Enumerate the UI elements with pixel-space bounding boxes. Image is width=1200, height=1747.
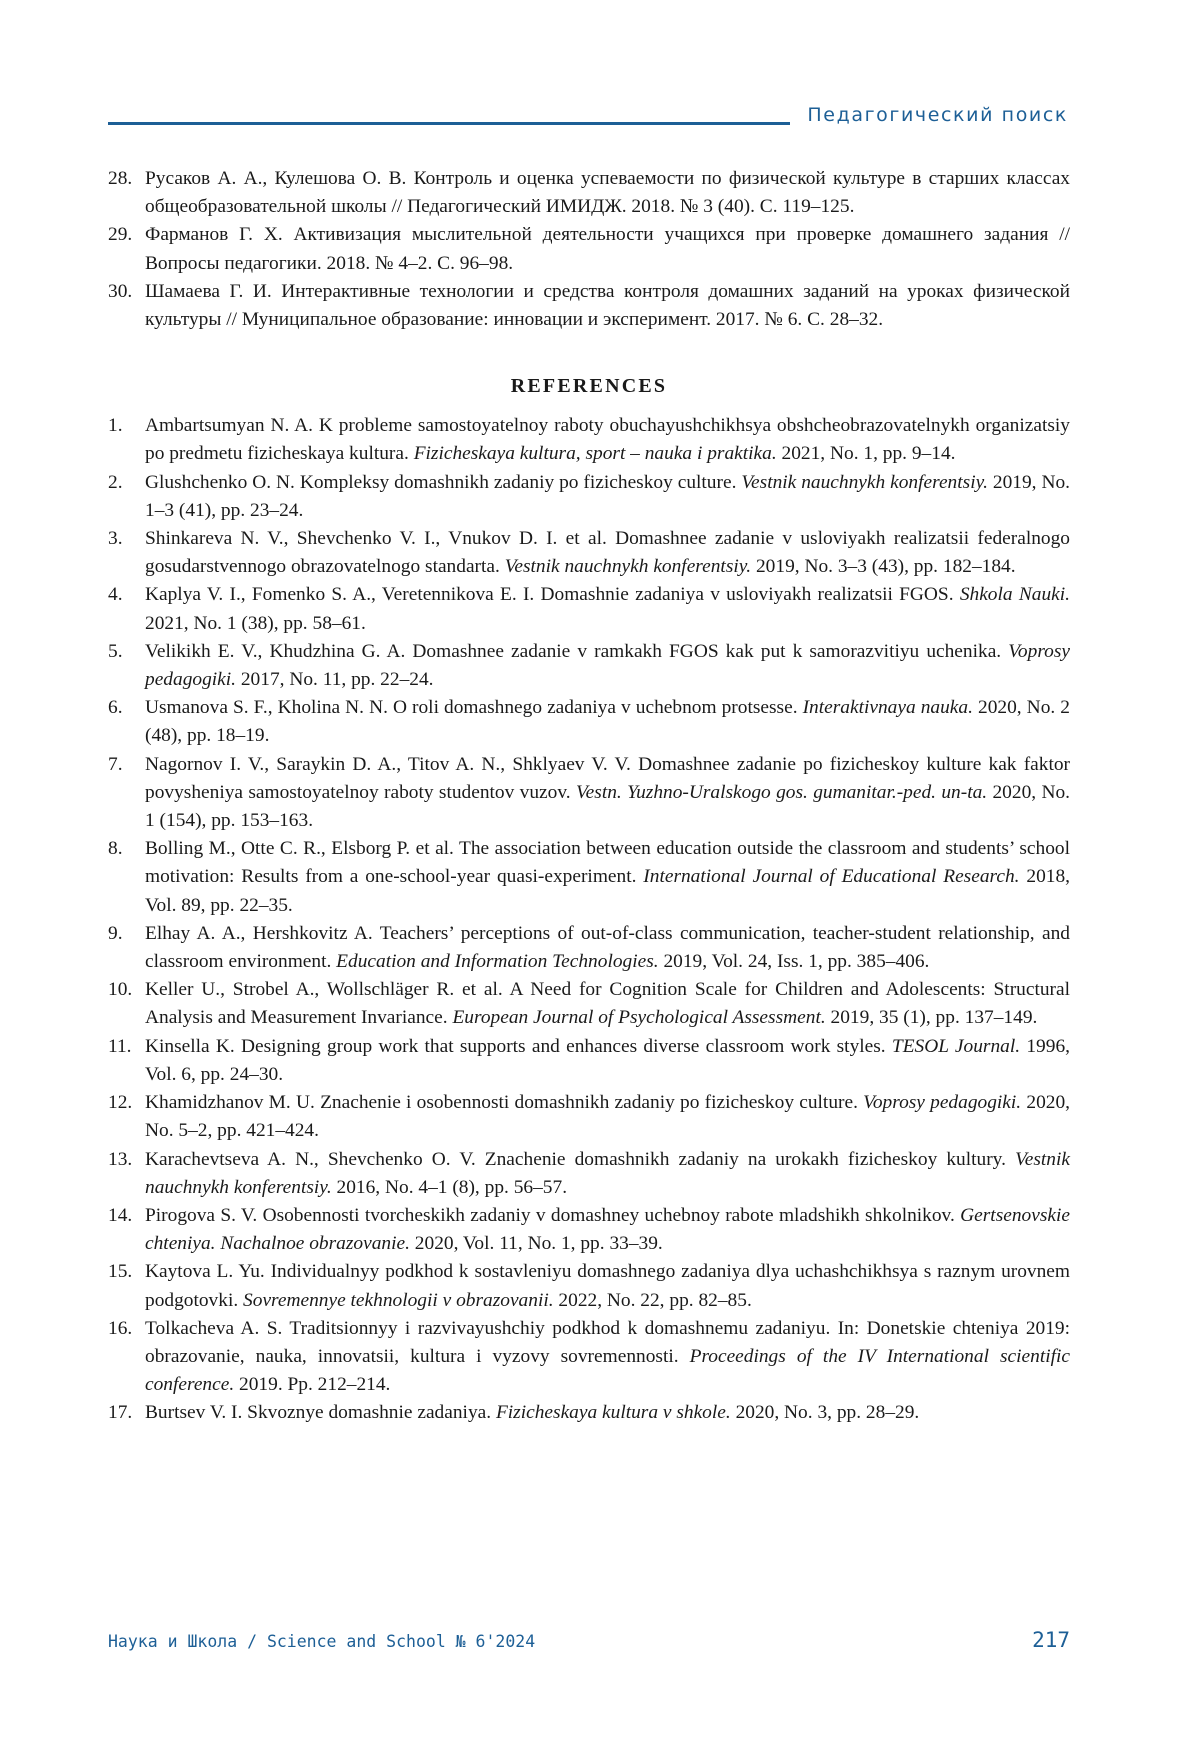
reference-text bbox=[145, 221, 1070, 277]
reference-number: 3. bbox=[108, 528, 123, 550]
page-footer bbox=[108, 1628, 1070, 1658]
reference-item bbox=[108, 165, 1070, 221]
reference-segment: Khamidzhanov M. U. Znachenie i osobennosti domashnikh zadaniy po fizicheskoy culture. bbox=[145, 1092, 864, 1114]
reference-text bbox=[145, 469, 1070, 525]
reference-segment: Elhay A. A., Hershkovitz A. Teachers’ perceptions of out-of-class communication, teacher-student relationship, and classroom environment. bbox=[145, 922, 1070, 973]
reference-number: 29. bbox=[108, 224, 133, 246]
reference-item bbox=[108, 835, 1070, 920]
reference-item bbox=[108, 1315, 1070, 1400]
reference-source-title: Vestnik nauchnykh konferentsiy. bbox=[145, 1148, 1070, 1198]
reference-item bbox=[108, 751, 1070, 836]
reference-source-title: Fizicheskaya kultura v shkole. bbox=[495, 1402, 731, 1424]
reference-segment: Velikikh E. V., Khudzhina G. A. Domashnee zadanie v ramkakh FGOS kak put k samorazvitiyu uchenika. bbox=[145, 640, 1009, 662]
reference-segment: 2019, 35 (1), pp. 137–149. bbox=[825, 1007, 1038, 1029]
reference-text bbox=[145, 412, 1070, 468]
reference-text bbox=[145, 1202, 1070, 1258]
reference-text bbox=[145, 278, 1070, 334]
reference-source-title: European Journal of Psychological Assessment. bbox=[452, 1007, 826, 1029]
reference-text bbox=[145, 638, 1070, 694]
reference-segment: Usmanova S. F., Kholina N. N. O roli domashnego zadaniya v uchebnom protsesse. bbox=[145, 697, 803, 719]
reference-number: 2. bbox=[108, 471, 123, 493]
reference-segment: Tolkacheva A. S. Traditsionnyy i razvivayushchiy podkhod k domashnemu zadaniyu. In: Donetskie chteniya 2019: obrazovanie, nauka, innovatsii, kultura i vyzovy sovremennosti. bbox=[145, 1317, 1070, 1367]
reference-number: 7. bbox=[108, 753, 123, 775]
reference-source-title: Gertsenovskie chteniya. Nachalnoe obrazovanie. bbox=[145, 1204, 1070, 1255]
reference-number: 1. bbox=[108, 415, 123, 437]
reference-source-title: Interaktivnaya nauka. bbox=[802, 697, 973, 719]
reference-segment: Karachevtseva A. N., Shevchenko O. V. Znachenie domashnikh zadaniy na urokakh fizicheskoy kultury. bbox=[145, 1148, 1016, 1170]
reference-source-title: Education and Information Technologies. bbox=[336, 951, 659, 973]
reference-item bbox=[108, 638, 1070, 694]
reference-item bbox=[108, 469, 1070, 525]
reference-text bbox=[145, 1146, 1070, 1202]
reference-source-title: Vestnik nauchnykh konferentsiy. bbox=[504, 556, 752, 578]
reference-text bbox=[145, 835, 1070, 920]
footer-journal-name: Наука и Школа / Science and School № 6'2024 bbox=[108, 1632, 536, 1651]
reference-text bbox=[145, 751, 1070, 836]
reference-segment: 2021, No. 1 (38), pp. 58–61. bbox=[145, 612, 366, 634]
reference-segment: 2019, Vol. 24, Iss. 1, pp. 385–406. bbox=[658, 951, 930, 973]
page-header bbox=[108, 104, 1070, 130]
reference-item bbox=[108, 920, 1070, 976]
reference-segment: 2018, Vol. 89, pp. 22–35. bbox=[145, 866, 1070, 916]
reference-text bbox=[145, 1089, 1070, 1145]
reference-item bbox=[108, 1399, 1070, 1427]
reference-number: 14. bbox=[108, 1204, 133, 1226]
reference-source-title: Shkola Nauki. bbox=[959, 584, 1071, 606]
reference-segment: 2017, No. 11, pp. 22–24. bbox=[236, 669, 434, 691]
references-list bbox=[108, 412, 1070, 1427]
reference-source-title: International Journal of Educational Research. bbox=[643, 866, 1020, 888]
journal-section-title: Педагогический поиск bbox=[807, 104, 1068, 126]
page-number: 217 bbox=[1032, 1628, 1070, 1652]
reference-segment: Kinsella K. Designing group work that supports and enhances diverse classroom work styles. bbox=[145, 1035, 892, 1057]
reference-item bbox=[108, 694, 1070, 750]
reference-number: 15. bbox=[108, 1261, 133, 1283]
reference-number: 16. bbox=[108, 1317, 133, 1339]
reference-text bbox=[145, 976, 1070, 1032]
reference-number: 6. bbox=[108, 697, 123, 719]
reference-segment: Фарманов Г. Х. Активизация мыслительной деятельности учащихся при проверке домашнего задания // Вопросы педагогики. 2018. № 4–2. С. 96–98. bbox=[145, 224, 1070, 274]
reference-segment: Pirogova S. V. Osobennosti tvorcheskikh zadaniy v domashney uchebnoy rabote mladshikh shkolnikov. bbox=[145, 1204, 961, 1226]
reference-text bbox=[145, 525, 1070, 581]
reference-segment: 2020, No. 3, pp. 28–29. bbox=[730, 1402, 920, 1424]
reference-number: 28. bbox=[108, 168, 133, 189]
reference-text bbox=[145, 1399, 1070, 1427]
reference-item bbox=[108, 581, 1070, 637]
reference-item bbox=[108, 1146, 1070, 1202]
reference-segment: 2021, No. 1, pp. 9–14. bbox=[776, 443, 956, 465]
reference-text bbox=[145, 165, 1070, 221]
reference-item bbox=[108, 278, 1070, 334]
reference-segment: Burtsev V. I. Skvoznye domashnie zadaniya. bbox=[145, 1402, 496, 1424]
reference-item bbox=[108, 1089, 1070, 1145]
reference-segment: Bolling M., Otte C. R., Elsborg P. et al. The association between education outside the classroom and students’ school motivation: Results from a one-school-year quasi-experiment. bbox=[145, 838, 1070, 888]
reference-number: 11. bbox=[108, 1035, 132, 1057]
reference-segment: Русаков А. А., Кулешова О. В. Контроль и оценка успеваемости по физической культуре в старших классах общеобразовательной школы // Педагогический ИМИДЖ. 2018. № 3 (40). С. 119–125. bbox=[145, 168, 1070, 218]
reference-number: 8. bbox=[108, 838, 123, 860]
reference-segment: 2020, No. 1 (154), pp. 153–163. bbox=[145, 781, 1070, 832]
reference-text bbox=[145, 920, 1070, 976]
reference-segment: 2016, No. 4–1 (8), pp. 56–57. bbox=[331, 1176, 568, 1198]
reference-source-title: Sovremennye tekhnologii v obrazovanii. bbox=[243, 1289, 554, 1311]
reference-segment: Kaytova L. Yu. Individualnyy podkhod k sostavleniyu domashnego zadaniya dlya uchashchikhsya s raznym urovnem podgotovki. bbox=[145, 1261, 1070, 1311]
reference-segment: Nagornov I. V., Saraykin D. A., Titov A. N., Shklyaev V. V. Domashnee zadanie po fizicheskoy kulture kak faktor povysheniya samostoyatelnoy raboty studentov vuzov. bbox=[145, 753, 1070, 803]
reference-number: 30. bbox=[108, 280, 133, 302]
page-content bbox=[108, 165, 1070, 1428]
reference-number: 4. bbox=[108, 584, 123, 606]
russian-reference-list bbox=[108, 165, 1070, 334]
reference-source-title: Vestn. Yuzhno-Uralskogo gos. gumanitar.-ped. un-ta. bbox=[575, 781, 988, 803]
reference-text bbox=[145, 1258, 1070, 1314]
reference-source-title: Proceedings of the IV International scientific conference. bbox=[145, 1345, 1070, 1396]
reference-segment: 2022, No. 22, pp. 82–85. bbox=[553, 1289, 752, 1311]
reference-text bbox=[145, 1315, 1070, 1400]
reference-text bbox=[145, 1033, 1070, 1089]
reference-source-title: Vestnik nauchnykh konferentsiy. bbox=[741, 471, 988, 493]
reference-source-title: Voprosy pedagogiki. bbox=[145, 640, 1070, 691]
references-heading: REFERENCES bbox=[510, 375, 668, 398]
reference-segment: Keller U., Strobel A., Wollschläger R. et al. A Need for Cognition Scale for Children and Adolescents: Structural Analysis and Measurement Invariance. bbox=[145, 979, 1070, 1029]
reference-number: 9. bbox=[108, 922, 123, 944]
reference-text bbox=[145, 581, 1070, 637]
reference-item bbox=[108, 976, 1070, 1032]
reference-source-title: Voprosy pedagogiki. bbox=[863, 1092, 1022, 1114]
reference-source-title: TESOL Journal. bbox=[891, 1035, 1021, 1057]
reference-segment: Kaplya V. I., Fomenko S. A., Veretennikova E. I. Domashnie zadaniya v usloviyakh realizatsii FGOS. bbox=[145, 584, 960, 606]
reference-number: 13. bbox=[108, 1148, 133, 1170]
reference-segment: 1996, Vol. 6, pp. 24–30. bbox=[145, 1035, 1070, 1085]
reference-segment: Glushchenko O. N. Kompleksy domashnikh zadaniy po fizicheskoy culture. bbox=[145, 471, 742, 493]
reference-item bbox=[108, 1202, 1070, 1258]
reference-number: 17. bbox=[108, 1402, 133, 1424]
reference-source-title: Fizicheskaya kultura, sport – nauka i praktika. bbox=[413, 443, 777, 465]
reference-segment: Shinkareva N. V., Shevchenko V. I., Vnukov D. I. et al. Domashnee zadanie v usloviyakh realizatsii federalnogo gosudarstvennogo obrazovatelnogo standarta. bbox=[145, 528, 1070, 578]
reference-segment: Ambartsumyan N. A. K probleme samostoyatelnoy raboty obuchayushchikhsya obshcheobrazovatelnykh organizatsiy po predmetu fizicheskaya kultura. bbox=[145, 415, 1070, 465]
reference-segment: 2019. Pp. 212–214. bbox=[234, 1374, 391, 1396]
reference-text bbox=[145, 694, 1070, 750]
reference-number: 10. bbox=[108, 979, 133, 1001]
reference-item bbox=[108, 221, 1070, 277]
reference-item bbox=[108, 525, 1070, 581]
reference-item bbox=[108, 1258, 1070, 1314]
reference-segment: Шамаева Г. И. Интерактивные технологии и средства контроля домашних заданий на уроках физической культуры // Муниципальное образование: инновации и эксперимент. 2017. № 6. С. 28–32. bbox=[145, 280, 1070, 331]
reference-segment: 2019, No. 1–3 (41), pp. 23–24. bbox=[145, 471, 1071, 521]
reference-number: 5. bbox=[108, 640, 123, 662]
reference-number: 12. bbox=[108, 1092, 133, 1114]
reference-segment: 2020, No. 2 (48), pp. 18–19. bbox=[145, 697, 1070, 747]
reference-item bbox=[108, 1033, 1070, 1089]
header-rule bbox=[108, 122, 790, 125]
reference-segment: 2019, No. 3–3 (43), pp. 182–184. bbox=[751, 556, 1016, 578]
reference-segment: 2020, No. 5–2, pp. 421–424. bbox=[145, 1092, 1071, 1142]
reference-segment: 2020, Vol. 11, No. 1, pp. 33–39. bbox=[409, 1233, 663, 1255]
reference-item bbox=[108, 412, 1070, 468]
